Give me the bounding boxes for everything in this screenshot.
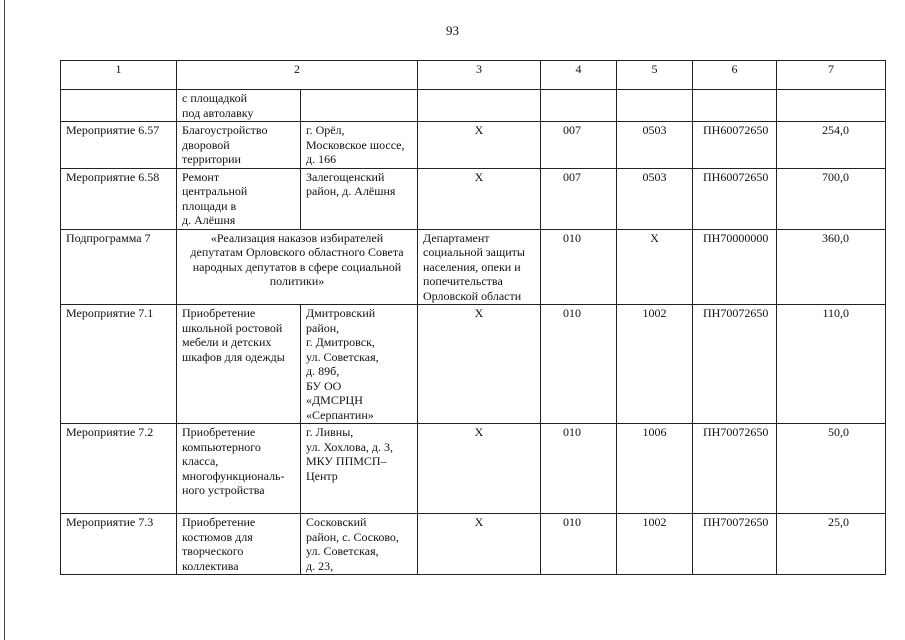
table-row bbox=[61, 514, 886, 575]
text-line: Залегощенский bbox=[306, 169, 385, 184]
text-line: г. Орёл, bbox=[306, 123, 345, 137]
location-cell bbox=[301, 122, 418, 169]
executor-cell bbox=[418, 229, 541, 305]
continued-row bbox=[61, 90, 886, 122]
header-row bbox=[61, 61, 886, 90]
text-line: Дмитровский bbox=[306, 306, 376, 320]
row-label: Мероприятие 6.57 bbox=[61, 122, 177, 169]
text-line: социальной защиты bbox=[423, 245, 525, 259]
code-cell-5: 1002 bbox=[617, 305, 693, 424]
header-cell-7: 7 bbox=[777, 61, 886, 90]
executor-cell: Х bbox=[418, 168, 541, 229]
text-line: ул. Советская, bbox=[306, 349, 379, 364]
executor-cell: Х bbox=[418, 122, 541, 169]
text-line: депутатам Орловского областного Совета bbox=[190, 245, 404, 259]
code-cell-5: 1002 bbox=[617, 514, 693, 575]
cell-empty bbox=[61, 90, 177, 122]
text-line: с площадкой bbox=[182, 91, 248, 105]
description-cell bbox=[177, 305, 301, 424]
cell-empty bbox=[541, 90, 617, 122]
text-line: Благоустройство bbox=[182, 123, 268, 137]
header-cell-1: 1 bbox=[61, 61, 177, 90]
location-cell bbox=[301, 305, 418, 424]
text-line: коллектива bbox=[182, 558, 239, 573]
text-line: мебели и детских bbox=[182, 335, 272, 349]
description-cell bbox=[177, 424, 301, 514]
text-line: МКУ ППМСП– bbox=[306, 454, 387, 468]
text-line: ул. Хохлова, д. 3, bbox=[306, 439, 393, 454]
text-line: Приобретение bbox=[182, 306, 256, 320]
code-cell-6: ПН70072650 bbox=[693, 424, 777, 514]
row-label: Мероприятие 7.2 bbox=[61, 424, 177, 514]
text-line: Приобретение bbox=[182, 425, 256, 439]
cell-empty bbox=[693, 90, 777, 122]
text-line: д. 23, bbox=[306, 558, 334, 573]
amount-cell: 700,0 bbox=[777, 168, 886, 229]
amount-cell: 254,0 bbox=[777, 122, 886, 169]
row-label: Мероприятие 6.58 bbox=[61, 168, 177, 229]
table-row bbox=[61, 122, 886, 169]
header-cell-5: 5 bbox=[617, 61, 693, 90]
code-cell-4: 007 bbox=[541, 168, 617, 229]
code-cell-6: ПН60072650 bbox=[693, 168, 777, 229]
code-cell-5: 0503 bbox=[617, 168, 693, 229]
text-line: БУ ОО bbox=[306, 378, 342, 393]
amount-cell: 25,0 bbox=[777, 514, 886, 575]
table-row bbox=[61, 424, 886, 514]
header-cell-3: 3 bbox=[418, 61, 541, 90]
text-line: район, с. Сосково, bbox=[306, 529, 399, 544]
text-line: школьной ростовой bbox=[182, 320, 283, 335]
text-line: д. Алёшня bbox=[182, 213, 236, 227]
text-line: ного устройства bbox=[182, 483, 265, 497]
code-cell-6: ПН70000000 bbox=[693, 229, 777, 305]
text-line: «Серпантин» bbox=[306, 407, 374, 422]
text-line: Сосковский bbox=[306, 515, 367, 529]
cell-empty bbox=[617, 90, 693, 122]
row-label: Мероприятие 7.3 bbox=[61, 514, 177, 575]
text-line: д. 89б, bbox=[306, 364, 340, 378]
text-line: Орловской области bbox=[423, 288, 522, 303]
code-cell-6: ПН70072650 bbox=[693, 514, 777, 575]
text-line: политики» bbox=[269, 274, 325, 288]
text-line: г. Дмитровск, bbox=[306, 335, 375, 349]
header-cell-4: 4 bbox=[541, 61, 617, 90]
text-line: территории bbox=[182, 152, 241, 166]
text-line: г. Ливны, bbox=[306, 425, 354, 439]
row-label: Мероприятие 7.1 bbox=[61, 305, 177, 424]
code-cell-4: 010 bbox=[541, 305, 617, 424]
program-title bbox=[177, 229, 418, 305]
text-line: Приобретение bbox=[182, 515, 256, 529]
text-line: район, bbox=[306, 320, 340, 335]
page-number: 93 bbox=[446, 23, 459, 38]
text-line: многофункциональ- bbox=[182, 468, 285, 483]
page-edge-line bbox=[4, 0, 5, 640]
text-line: народных депутатов в сфере социальной bbox=[192, 259, 402, 274]
table-body bbox=[61, 61, 886, 575]
code-cell-4: 010 bbox=[541, 514, 617, 575]
code-cell-4: 007 bbox=[541, 122, 617, 169]
text-line: Московское шоссе, bbox=[306, 137, 405, 152]
executor-cell: Х bbox=[418, 305, 541, 424]
text-line: ул. Советская, bbox=[306, 544, 379, 558]
text-line: Ремонт bbox=[182, 169, 220, 184]
code-cell-6: ПН60072650 bbox=[693, 122, 777, 169]
table-row bbox=[61, 168, 886, 229]
cell-empty bbox=[777, 90, 886, 122]
description-cell bbox=[177, 514, 301, 575]
code-cell-4: 010 bbox=[541, 229, 617, 305]
executor-cell: Х bbox=[418, 514, 541, 575]
text-line: творческого bbox=[182, 544, 244, 558]
amount-cell: 110,0 bbox=[777, 305, 886, 424]
text-line: дворовой bbox=[182, 137, 230, 152]
executor-cell: Х bbox=[418, 424, 541, 514]
cell-empty bbox=[418, 90, 541, 122]
text-line: попечительства bbox=[423, 274, 503, 288]
code-cell-4: 010 bbox=[541, 424, 617, 514]
text-line: компьютерного bbox=[182, 439, 261, 454]
text-line: Департамент bbox=[423, 230, 490, 245]
amount-cell: 360,0 bbox=[777, 229, 886, 305]
text-line: «ДМСРЦН bbox=[306, 393, 363, 407]
code-cell-5: 0503 bbox=[617, 122, 693, 169]
text-line: костюмов для bbox=[182, 529, 253, 544]
description-cell bbox=[177, 168, 301, 229]
table-row bbox=[61, 229, 886, 305]
location-cell bbox=[301, 168, 418, 229]
header-cell-6: 6 bbox=[693, 61, 777, 90]
text-line: д. 166 bbox=[306, 152, 337, 166]
table-row bbox=[61, 305, 886, 424]
text-line: «Реализация наказов избирателей bbox=[210, 230, 384, 245]
text-line: населения, опеки и bbox=[423, 259, 521, 274]
cell-empty bbox=[301, 90, 418, 122]
code-cell-5: 1006 bbox=[617, 424, 693, 514]
text-line: центральной bbox=[182, 184, 248, 198]
location-cell bbox=[301, 424, 418, 514]
text-line: шкафов для одежды bbox=[182, 349, 285, 364]
location-cell bbox=[301, 514, 418, 575]
code-cell-6: ПН70072650 bbox=[693, 305, 777, 424]
row-label: Подпрограмма 7 bbox=[61, 229, 177, 305]
text-line: класса, bbox=[182, 454, 219, 468]
budget-table bbox=[60, 60, 886, 575]
amount-cell: 50,0 bbox=[777, 424, 886, 514]
code-cell-5: Х bbox=[617, 229, 693, 305]
text-line: Центр bbox=[306, 468, 338, 483]
text-line: под автолавку bbox=[182, 105, 254, 120]
cell-desc-continued bbox=[177, 90, 301, 122]
text-line: район, д. Алёшня bbox=[306, 184, 396, 198]
description-cell bbox=[177, 122, 301, 169]
header-cell-2: 2 bbox=[177, 61, 418, 90]
text-line: площади в bbox=[182, 198, 237, 213]
